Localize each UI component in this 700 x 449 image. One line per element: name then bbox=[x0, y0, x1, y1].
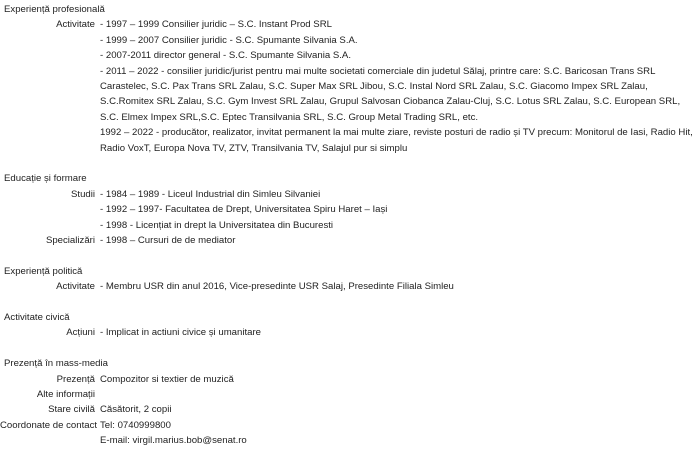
contact-email: E-mail: virgil.marius.bob@senat.ro bbox=[100, 435, 247, 447]
content-coordonate-contact bbox=[100, 418, 700, 449]
section-title-experienta-politica: Experiență politică bbox=[4, 265, 83, 277]
label-prezenta: Prezență bbox=[56, 373, 95, 385]
spacer bbox=[0, 156, 700, 171]
row-coordonate-contact bbox=[0, 418, 700, 449]
job-item: - 2007-2011 director general - S.C. Spumante Silvania S.A. bbox=[100, 50, 351, 62]
stare-civila-value: Căsătorit, 2 copii bbox=[100, 404, 172, 416]
row-stare-civila bbox=[0, 402, 700, 417]
content-studii bbox=[100, 187, 700, 233]
spacer bbox=[0, 341, 700, 356]
label-activitate: Activitate bbox=[56, 19, 95, 31]
label-actiuni: Acțiuni bbox=[66, 327, 95, 339]
content-actiuni bbox=[100, 325, 700, 340]
content-stare-civila bbox=[100, 402, 700, 417]
spacer bbox=[0, 248, 700, 263]
row-prezenta bbox=[0, 372, 700, 387]
row-alte-informatii bbox=[0, 387, 700, 402]
spacer bbox=[0, 295, 700, 310]
politica-item: - Membru USR din anul 2016, Vice-presedinte USR Salaj, Presedinte Filiala Simleu bbox=[100, 281, 454, 293]
content-specializari bbox=[100, 233, 700, 248]
content-activitate-profesionala bbox=[100, 17, 700, 156]
label-stare-civila: Stare civilă bbox=[48, 404, 95, 416]
content-prezenta bbox=[100, 372, 700, 387]
studii-item: - 1984 – 1989 - Liceul Industrial din Simleu Silvaniei bbox=[100, 188, 321, 200]
row-actiuni bbox=[0, 325, 700, 340]
row-activitate-profesionala bbox=[0, 17, 700, 156]
job-item: - 1997 – 1999 Consilier juridic – S.C. Instant Prod SRL bbox=[100, 19, 332, 31]
label-specializari: Specializări bbox=[45, 235, 95, 247]
section-title-experienta-profesionala: Experiență profesională bbox=[4, 4, 105, 15]
label-studii: Studii bbox=[71, 188, 95, 200]
studii-item: - 1992 – 1997- Facultatea de Drept, Universitatea Spiru Haret – Iași bbox=[100, 204, 388, 216]
row-studii bbox=[0, 187, 700, 233]
row-activitate-politica bbox=[0, 279, 700, 294]
actiune-item: - Implicat in actiuni civice și umanitare bbox=[100, 327, 262, 339]
studii-item: - 1998 - Licențiat in drept la Universitatea din Bucuresti bbox=[100, 219, 334, 231]
content-activitate-politica bbox=[100, 279, 700, 294]
row-specializari bbox=[0, 233, 700, 248]
job-item: 1992 – 2022 - producător, realizator, invitat permanent la mai multe ziare, reviste posturi de radio și TV precum: Monitorul de Iasi, Radio Hit, Radio VoxT, Europa Nova TV, ZTV, Transilvania TV, Salajul pur si simplu bbox=[100, 127, 693, 154]
section-title-educatie: Educație și formare bbox=[4, 173, 87, 185]
job-item: - 1999 – 2007 Consilier juridic - S.C. Spumante Silvania S.A. bbox=[100, 34, 358, 46]
prezenta-value: Compozitor si textier de muzică bbox=[100, 373, 234, 385]
content-alte-informatii bbox=[100, 387, 700, 402]
specializare-item: - 1998 – Cursuri de de mediator bbox=[100, 235, 236, 247]
contact-phone: Tel: 0740999800 bbox=[100, 419, 171, 431]
section-title-activitate-civica: Activitate civică bbox=[4, 312, 70, 324]
label-alte-informatii: Alte informații bbox=[36, 389, 95, 401]
label-activitate-politica: Activitate bbox=[56, 281, 95, 293]
job-item: - 2011 – 2022 - consilier juridic/jurist pentru mai multe societati comerciale din judetul Sălaj, printre care: S.C. Baricosan Trans SRL Carastelec, S.C. Pax Trans SRL Zalau, S.C. Super Max SRL Jibou, S.C. Instal Nord SRL Zalau, S.C. Giacomo Impex SRL Zalau, S.C.Romitex SRL Zalau, S.C. Gym Invest SRL Zalau, Grupul Salvosan Ciobanca Zalau-Cluj, S.C. Lotus SRL Zalau, S.C. European SRL, S.C. Elmex Impex SRL,S.C. Eptec Transilvania SRL, S.C. Group Metal Trading SRL, etc. bbox=[100, 65, 681, 123]
alte-informatii-value bbox=[100, 387, 694, 402]
label-coordonate-contact: Coordonate de contact bbox=[0, 419, 98, 431]
section-title-mass-media: Prezență în mass-media bbox=[4, 358, 108, 370]
